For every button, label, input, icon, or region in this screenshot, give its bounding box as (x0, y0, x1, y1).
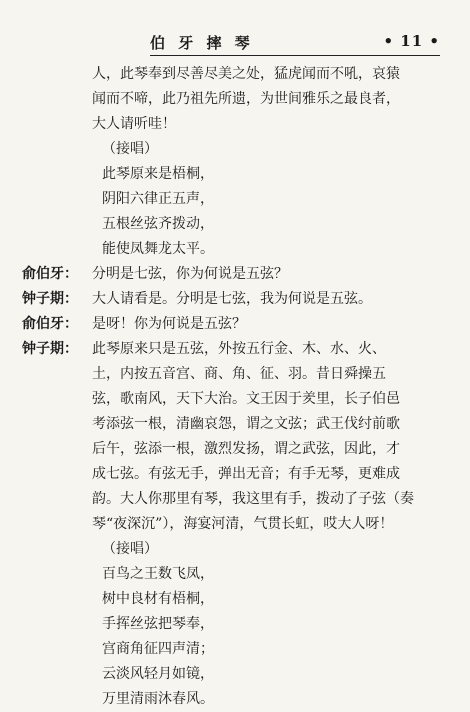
script-line (22, 212, 452, 237)
script-line (22, 562, 452, 587)
dialogue-continuation: 闻而不啼，此乃祖先所遗，为世间雅乐之最良者， (92, 91, 400, 107)
script-line (22, 537, 452, 562)
page-number: • 11 • (383, 32, 440, 50)
dialogue-text: 分明是七弦，你为何说是五弦？ (92, 266, 288, 282)
dialogue-continuation: 成七弦。有弦无手，弹出无音；有手无琴，更难成 (92, 466, 400, 482)
sung-verse: 百鸟之王数飞凤， (102, 566, 214, 582)
speaker-label: 钟子期： (22, 341, 78, 357)
header-rule (150, 55, 440, 56)
sung-verse: （接唱） (102, 141, 158, 157)
dialogue-continuation: 后午，弦添一根，激烈发扬，谓之武弦，因此，才 (92, 441, 400, 457)
script-line (22, 287, 452, 312)
script-line (22, 62, 452, 87)
script-line (22, 462, 452, 487)
dialogue-continuation: 琴“夜深沉”），海宴河清，气贯长虹，哎大人呀！ (92, 516, 394, 532)
speaker-label: 俞伯牙： (22, 316, 78, 332)
dialogue-text: 此琴原来只是五弦，外按五行金、木、水、火、 (92, 341, 386, 357)
sung-verse: 万里清雨沐春风。 (102, 691, 214, 707)
script-line (22, 87, 452, 112)
script-line (22, 312, 452, 337)
sung-verse: 阴阳六律正五声， (102, 191, 214, 207)
speaker-label: 俞伯牙： (22, 266, 78, 282)
dialogue-continuation: 弦，歌南风，天下大治。文王因于羑里，长子伯邑 (92, 391, 400, 407)
script-line (22, 137, 452, 162)
script-line (22, 662, 452, 687)
dialogue-continuation: 大人请听哇！ (92, 116, 176, 132)
script-line (22, 362, 452, 387)
sung-verse: 宫商角征四声清； (102, 641, 214, 657)
script-line (22, 687, 452, 712)
script-line (22, 337, 452, 362)
running-title: 伯 牙 摔 琴 (150, 34, 254, 52)
script-line (22, 437, 452, 462)
script-line (22, 487, 452, 512)
dialogue-continuation: 韵。大人你那里有琴，我这里有手，拨动了子弦（奏 (92, 491, 414, 507)
dialogue-text: 大人请看是。分明是七弦，我为何说是五弦。 (92, 291, 372, 307)
sung-verse: 手挥丝弦把琴奉， (102, 616, 214, 632)
script-line (22, 112, 452, 137)
script-text (22, 62, 452, 712)
script-line (22, 187, 452, 212)
speaker-label: 钟子期： (22, 291, 78, 307)
dialogue-continuation: 人，此琴奉到尽善尽美之处，猛虎闻而不吼，哀猿 (92, 66, 400, 82)
script-line (22, 412, 452, 437)
script-line (22, 262, 452, 287)
sung-verse: 树中良材有梧桐， (102, 591, 214, 607)
dialogue-continuation: 考添弦一根，清幽哀怨，谓之文弦；武王伐纣前歌 (92, 416, 400, 432)
script-line (22, 587, 452, 612)
script-line (22, 637, 452, 662)
sung-verse: 云淡风轻月如镜， (102, 666, 214, 682)
sung-verse: （接唱） (102, 541, 158, 557)
sung-verse: 能使凤舞龙太平。 (102, 241, 214, 257)
sung-verse: 五根丝弦齐拨动， (102, 216, 214, 232)
script-line (22, 512, 452, 537)
sung-verse: 此琴原来是梧桐， (102, 166, 214, 182)
dialogue-continuation: 土，内按五音宫、商、角、征、羽。昔日舜操五 (92, 366, 386, 382)
dialogue-text: 是呀！你为何说是五弦？ (92, 316, 246, 332)
script-line (22, 612, 452, 637)
running-header (150, 30, 440, 56)
script-line (22, 162, 452, 187)
script-line (22, 237, 452, 262)
script-line (22, 387, 452, 412)
